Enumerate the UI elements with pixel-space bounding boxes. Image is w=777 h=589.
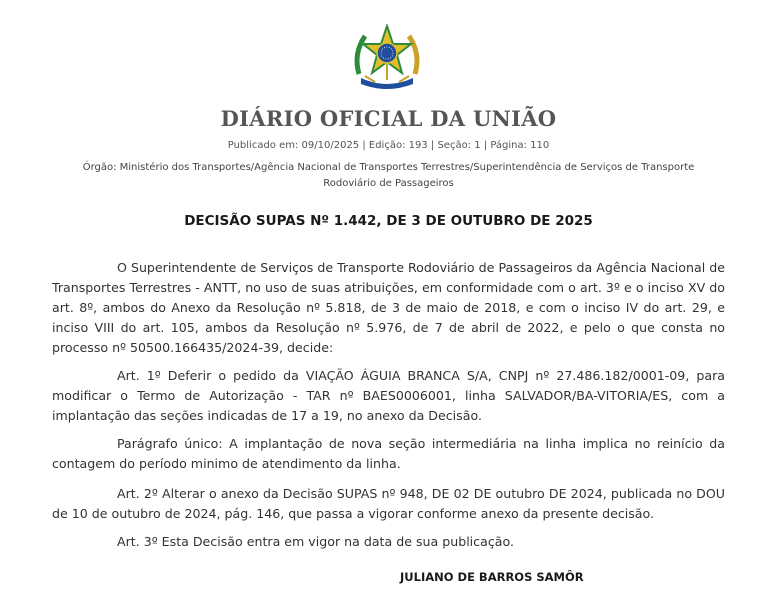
signature: JULIANO DE BARROS SAMÔR bbox=[400, 570, 584, 584]
newspaper-title: DIÁRIO OFICIAL DA UNIÃO bbox=[220, 106, 557, 131]
sole-paragraph: Parágrafo único: A implantação de nova seção intermediária na linha implica no reinício da contagem do período minimo de atendimento da linha. bbox=[52, 436, 725, 471]
publication-info: Publicado em: 09/10/2025 | Edição: 193 | Seção: 1 | Página: 110 bbox=[227, 140, 550, 151]
article-1-paragraph: Art. 1º Deferir o pedido da VIAÇÃO ÁGUIA BRANCA S/A, CNPJ nº 27.486.182/0001-09, para modificar o Termo de Autorização - TAR nº BAES0006001, linha SALVADOR/BA-VITORIA/ES, com a implantação das seções indicadas de 17 a 19, no anexo da Decisão. bbox=[52, 368, 725, 423]
coat-of-arms-icon bbox=[349, 24, 425, 90]
article-3-paragraph: Art. 3º Esta Decisão entra em vigor na data de sua publicação. bbox=[117, 534, 514, 549]
preamble-paragraph: O Superintendente de Serviços de Transporte Rodoviário de Passageiros da Agência Nacional de Transportes Terrestres - ANTT, no uso de suas atribuições, em conformidade com o art. 3º e o inciso XV do art. 8º, ambos do Anexo da Resolução nº 5.818, de 3 de maio de 2018, e com o inciso IV do art. 29, e inciso VIII do art. 105, ambos da Resolução nº 5.976, de 7 de abril de 2022, e pelo o que consta no processo nº 50500.166435/2024-39, decide: bbox=[52, 260, 725, 355]
article-2-paragraph: Art. 2º Alterar o anexo da Decisão SUPAS nº 948, DE 02 DE outubro DE 2024, publicada no DOU de 10 de outubro de 2024, pág. 146, que passa a vigorar conforme anexo da presente decisão. bbox=[52, 486, 725, 521]
orgao-line: Órgão: Ministério dos Transportes/Agência Nacional de Transportes Terrestres/Superintendência de Serviços de Transporte Rodoviário de Passageiros bbox=[82, 162, 695, 189]
decision-title: DECISÃO SUPAS Nº 1.442, DE 3 DE OUTUBRO DE 2025 bbox=[184, 213, 593, 229]
